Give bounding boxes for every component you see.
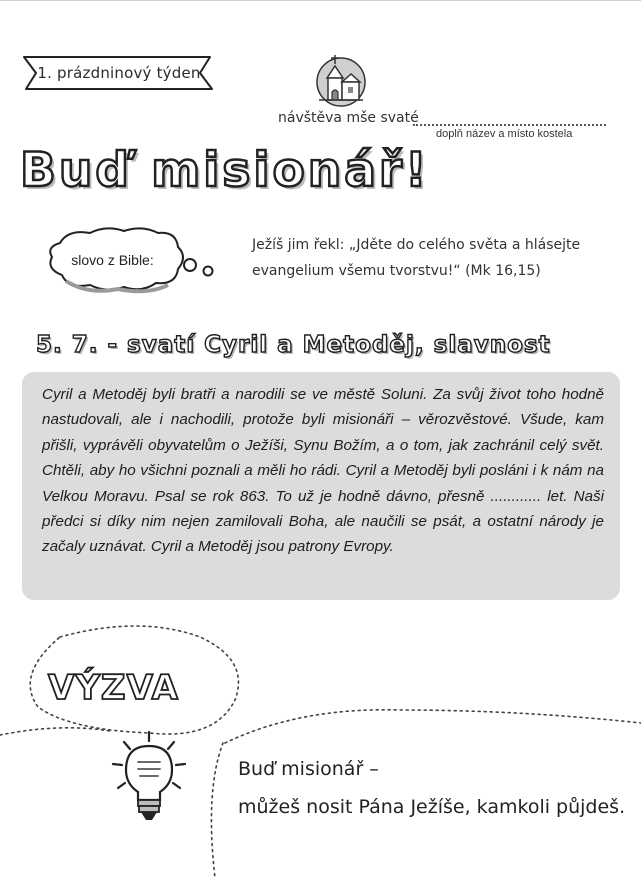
challenge-text: můžeš nosit Pána Ježíše, kamkoli půjdeš. (238, 796, 626, 818)
lightbulb-icon (110, 730, 188, 828)
mass-label: návštěva mše svaté (278, 110, 419, 126)
church-icon (313, 52, 369, 108)
bible-label: slovo z Bible: (71, 252, 154, 268)
story-box (22, 372, 620, 600)
mass-hint: doplň název a místo kostela (436, 128, 573, 140)
challenge-text: Buď misionář – (238, 758, 379, 780)
section-heading: 5. 7. - svatí Cyril a Metoděj, slavnost (36, 332, 551, 358)
story-text: Cyril a Metoděj byli bratři a narodili se ve městě Soluni. Za svůj život toho hodně nastudovali, ale i nachodili, protože byli misionáři – věrozvěstové. Všude, kam přišli, vyprávěli obyvatelům o Ježíši, Synu Božím, a o tom, jak zachránil celý svět. Chtěli, aby ho všichni poznali a měli ho rádi. Cyril a Metoděj byli posláni i k nám na Velkou Moravu. Psal se rok 863. To už je hodně dávno, přesně ............ let. Naši předci si díky nim nejen zamilovali Boha, ale naučili se psát, a ostatní národy je začaly uznávat. Cyril a Metoděj jsou patrony Evropy. (42, 386, 604, 556)
top-divider (0, 0, 641, 1)
week-tag (20, 53, 218, 93)
challenge-title: VÝZVA (48, 668, 179, 708)
church-name-field[interactable] (413, 124, 606, 126)
page-title: Buď misionář! (20, 143, 430, 198)
bible-quote-line: Ježíš jim řekl: „Jděte do celého světa a hlásejte (252, 237, 581, 253)
bible-quote-line: evangelium všemu tvorstvu!“ (Mk 16,15) (252, 263, 541, 279)
challenge-decoration (0, 615, 641, 878)
bible-quote (252, 232, 622, 284)
week-label: 1. prázdninový týden (37, 64, 201, 82)
